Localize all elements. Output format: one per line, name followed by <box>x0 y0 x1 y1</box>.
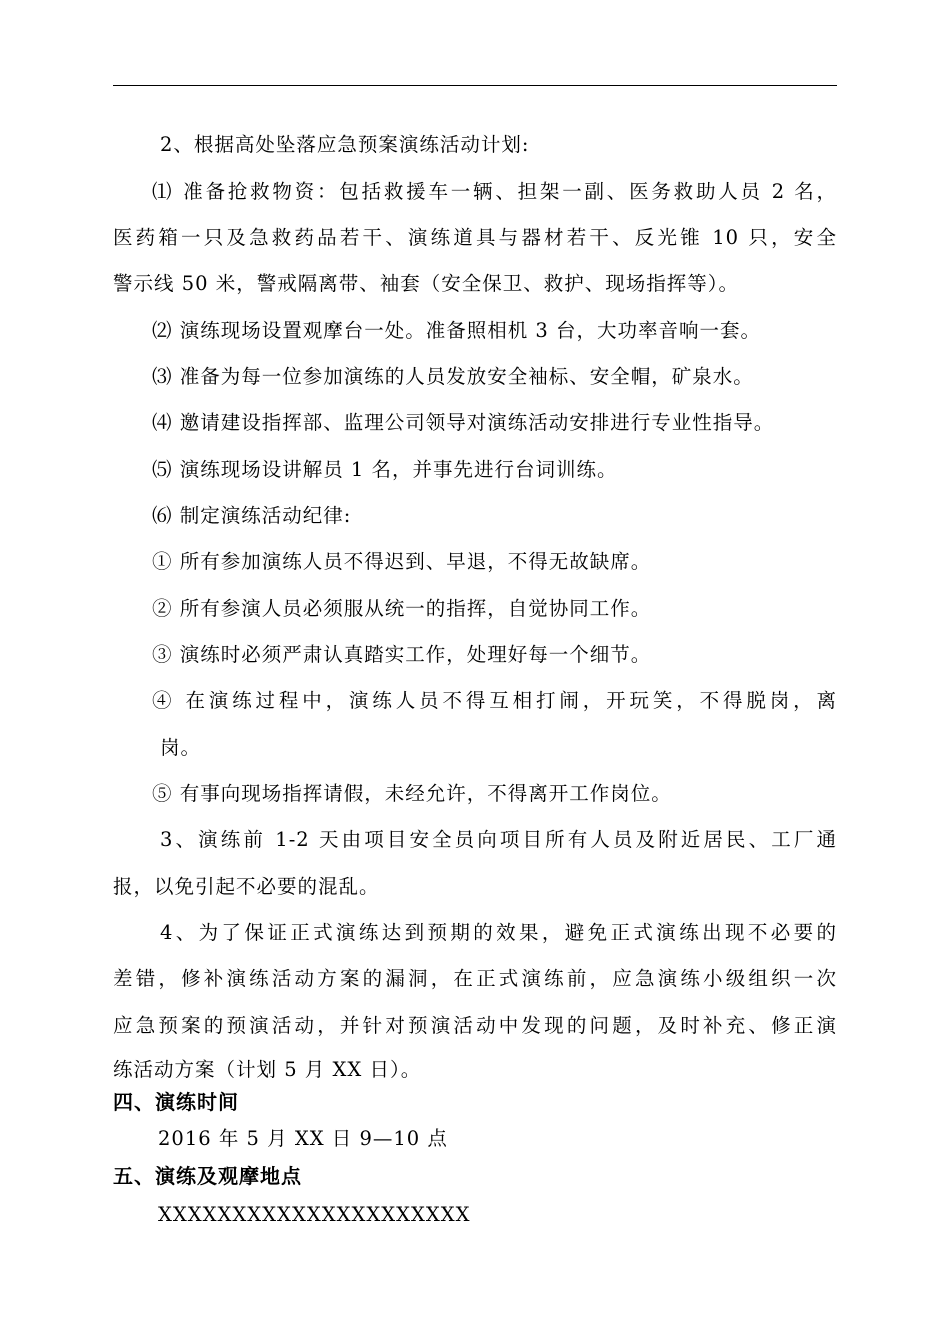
item-4: 4、为了保证正式演练达到预期的效果，避免正式演练出现不必要的 <box>160 921 837 944</box>
paragraph-line: ⑷ 邀请建设指挥部、监理公司领导对演练活动安排进行专业性指导。 <box>152 411 775 434</box>
rule-item: ② 所有参演人员必须服从统一的指挥，自觉协同工作。 <box>152 597 652 620</box>
item-2-intro: 2、根据高处坠落应急预案演练活动计划: <box>160 133 530 156</box>
rule-item: ③ 演练时必须严肃认真踏实工作，处理好每一个细节。 <box>152 643 652 666</box>
section-4-content: 2016 年 5 月 XX 日 9—10 点 <box>158 1127 448 1150</box>
rule-item: ⑤ 有事向现场指挥请假，未经允许，不得离开工作岗位。 <box>152 782 672 805</box>
item-4-continued: 应急预案的预演活动，并针对预演活动中发现的问题，及时补充、修正演 <box>113 1014 837 1037</box>
paragraph-line: ⑹ 制定演练活动纪律: <box>152 504 352 527</box>
item-3: 3、演练前 1-2 天由项目安全员向项目所有人员及附近居民、工厂通 <box>160 828 837 851</box>
paragraph-line: ⑵ 演练现场设置观摩台一处。准备照相机 3 台，大功率音响一套。 <box>152 319 762 342</box>
paragraph-line: 医药箱一只及急救药品若干、演练道具与器材若干、反光锥 10 只，安全 <box>113 226 837 249</box>
rule-item: ① 所有参加演练人员不得迟到、早退，不得无故缺席。 <box>152 550 652 573</box>
item-4-continued: 练活动方案（计划 5 月 XX 日）。 <box>113 1058 422 1081</box>
item-3-continued: 报，以免引起不必要的混乱。 <box>113 875 380 898</box>
paragraph-line: 警示线 50 米，警戒隔离带、袖套（安全保卫、救护、现场指挥等）。 <box>113 272 739 295</box>
section-heading-4: 四、演练时间 <box>113 1090 239 1114</box>
paragraph-line: ⑴ 准备抢救物资：包括救援车一辆、担架一副、医务救助人员 2 名， <box>152 180 837 203</box>
section-5-content: XXXXXXXXXXXXXXXXXXXXX <box>158 1203 471 1226</box>
rule-item: ④ 在演练过程中，演练人员不得互相打闹，开玩笑，不得脱岗，离 <box>152 689 837 712</box>
header-rule <box>113 85 837 86</box>
item-4-continued: 差错，修补演练活动方案的漏洞，在正式演练前，应急演练小级组织一次 <box>113 967 837 990</box>
paragraph-line: ⑸ 演练现场设讲解员 1 名，并事先进行台词训练。 <box>152 458 618 481</box>
section-heading-5: 五、演练及观摩地点 <box>113 1164 302 1188</box>
rule-item-continued: 岗。 <box>160 736 202 759</box>
paragraph-line: ⑶ 准备为每一位参加演练的人员发放安全袖标、安全帽，矿泉水。 <box>152 365 754 388</box>
